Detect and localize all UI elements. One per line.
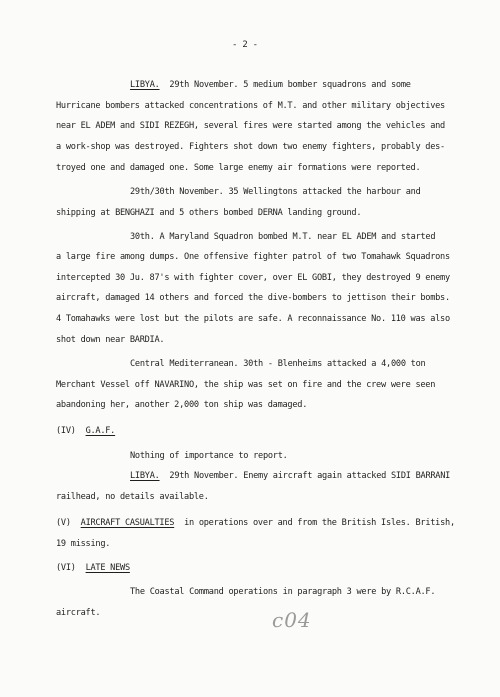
libya-line-4: troyed one and damaged one. Some large enemy air formations were reported. — [56, 163, 421, 173]
libya-heading: LIBYA. — [130, 80, 160, 90]
para2-line-1: shipping at BENGHAZI and 5 others bombed DERNA landing ground. — [56, 208, 362, 218]
section6-title: LATE NEWS — [85, 563, 130, 573]
section4-libya-heading: LIBYA. — [130, 471, 160, 481]
section4-libya-first-line — [130, 468, 450, 485]
libya-line-3: a work-shop was destroyed. Fighters shot down two enemy fighters, probably des- — [56, 142, 445, 152]
section6-line-0: The Coastal Command operations in paragraph 3 were by R.C.A.F. — [130, 587, 436, 597]
section5-line-2: 19 missing. — [56, 539, 111, 549]
section5-heading — [56, 515, 455, 532]
section6-line-1: aircraft. — [56, 608, 101, 618]
libya-line-0: 29th November. 5 medium bomber squadrons and some — [169, 80, 411, 90]
section4-title: G.A.F. — [85, 426, 116, 436]
handwritten-mark: c04 — [272, 608, 312, 632]
section4-libya-line-0: 29th November. Enemy aircraft again attacked SIDI BARRANI — [169, 471, 451, 481]
section4-number: (IV) — [56, 426, 76, 436]
para4-line-1: Merchant Vessel off NAVARINO, the ship was set on fire and the crew were seen — [56, 380, 436, 390]
page-number: - 2 - — [232, 40, 258, 50]
libya-line-1: Hurricane bombers attacked concentrations of M.T. and other military objectives — [56, 101, 445, 111]
para3-line-0: 30th. A Maryland Squadron bombed M.T. near EL ADEM and started — [130, 232, 436, 242]
section4-heading — [56, 423, 115, 440]
para2-line-0: 29th/30th November. 35 Wellingtons attacked the harbour and — [130, 187, 421, 197]
section5-number: (V) — [56, 518, 71, 528]
section4-libya-line-1: railhead, no details available. — [56, 492, 209, 502]
para4-line-0: Central Mediterranean. 30th - Blenheims attacked a 4,000 ton — [130, 359, 426, 369]
section5-rest: in operations over and from the British Isles. British, — [184, 518, 455, 528]
section4-line-1: Nothing of importance to report. — [130, 451, 288, 461]
section6-number: (VI) — [56, 563, 76, 573]
section5-title: AIRCRAFT CASUALTIES — [80, 518, 175, 528]
libya-paragraph-first-line — [130, 77, 411, 94]
para3-line-4: 4 Tomahawks were lost but the pilots are safe. A reconnaissance No. 110 was also — [56, 314, 450, 324]
section6-heading — [56, 560, 130, 577]
para3-line-5: shot down near BARDIA. — [56, 335, 165, 345]
para4-line-2: abandoning her, another 2,000 ton ship was damaged. — [56, 400, 308, 410]
para3-line-2: intercepted 30 Ju. 87's with fighter cover, over EL GOBI, they destroyed 9 enemy — [56, 273, 450, 283]
para3-line-3: aircraft, damaged 14 others and forced the dive-bombers to jettison their bombs. — [56, 293, 450, 303]
libya-line-2: near EL ADEM and SIDI REZEGH, several fires were started among the vehicles and — [56, 121, 445, 131]
para3-line-1: a large fire among dumps. One offensive fighter patrol of two Tomahawk Squadrons — [56, 252, 450, 262]
